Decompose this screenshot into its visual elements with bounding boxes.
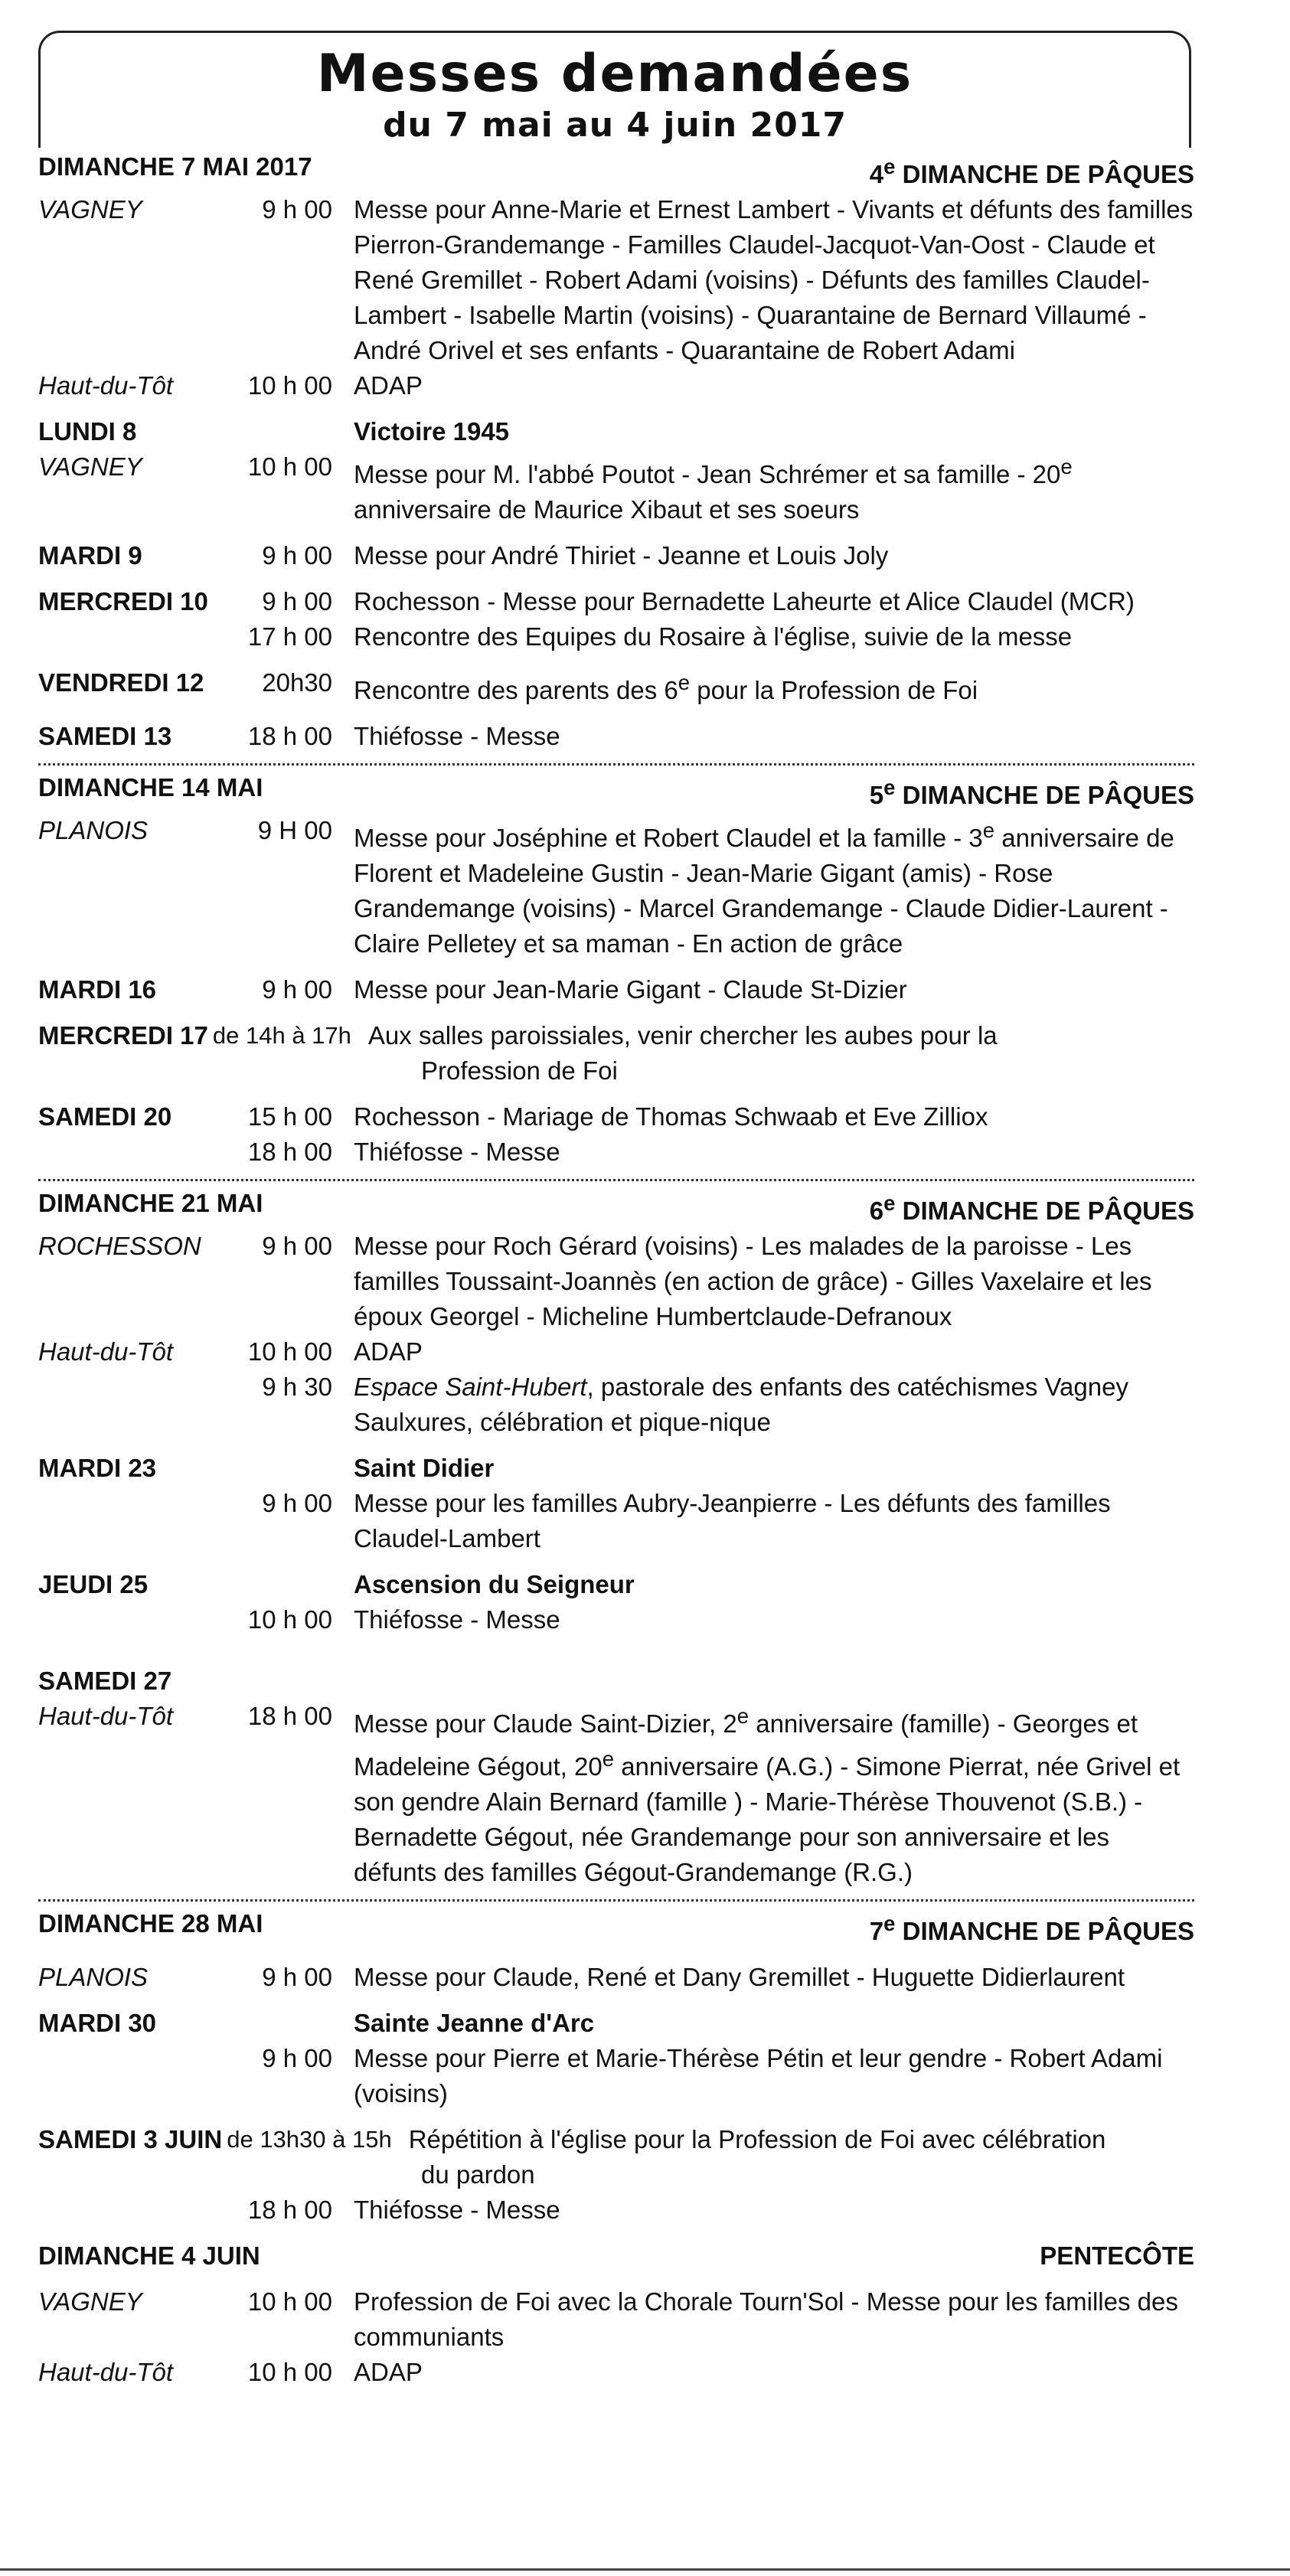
day-label: MERCREDI 17 <box>38 1021 208 1050</box>
day-row-mardi <box>38 1451 1194 1486</box>
place: PLANOIS <box>38 1963 149 1991</box>
day-header <box>38 770 1194 813</box>
day-label: LUNDI 8 <box>38 417 137 446</box>
intentions: Messe pour Joséphine et Robert Claudel et la famille - 3e anniversaire de Florent et Madeleine Gustin - Jean-Marie Gigant (amis) - Rose Grandemange (voisins) - Marcel Grandemange - Claude Didier-Laurent - Claire Pelletey et sa maman - En action de grâce <box>354 818 1174 958</box>
day-label: JEUDI 25 <box>38 1570 149 1598</box>
day-label: VENDREDI 12 <box>38 668 204 697</box>
mass-row <box>38 1229 1194 1334</box>
place: VAGNEY <box>38 452 142 481</box>
intentions: Rencontre des parents des 6e pour la Profession de Foi <box>354 671 978 704</box>
time: 9 h 00 <box>262 195 332 224</box>
day-row-mardi <box>38 538 1194 573</box>
intentions: Messe pour les familles Aubry-Jeanpierre - Les défunts des familles Claudel-Lambert <box>354 1489 1111 1552</box>
time: 18 h 00 <box>247 1138 332 1166</box>
time: 18 h 00 <box>247 2196 332 2224</box>
page-header <box>38 31 1191 148</box>
section-may-28 <box>38 1899 1194 2390</box>
intentions: Messe pour Roch Gérard (voisins) - Les malades de la paroisse - Les familles Toussaint-Joannès (en action de grâce) - Gilles Vaxelaire et les époux Georgel - Micheline Humbertclaude-Defranoux <box>354 1232 1152 1330</box>
page-subtitle: du 7 mai au 4 juin 2017 <box>383 106 847 145</box>
day-label: DIMANCHE 28 MAI <box>38 1909 263 1938</box>
day-label: MERCREDI 10 <box>38 587 208 615</box>
time: 9 H 00 <box>257 816 332 844</box>
mass-row <box>38 2041 1194 2111</box>
intentions: Messe pour Claude, René et Dany Gremillet - Huguette Didierlaurent <box>354 1963 1125 1991</box>
mass-row <box>38 1602 1194 1637</box>
day-row-samedi <box>38 1099 1194 1135</box>
mass-schedule <box>38 149 1194 2390</box>
place: VAGNEY <box>38 195 142 224</box>
mass-row <box>38 1370 1194 1440</box>
intentions-continued: Profession de Foi <box>421 1056 618 1085</box>
day-label: MARDI 30 <box>38 2009 157 2037</box>
place: Haut-du-Tôt <box>38 1337 174 1366</box>
time: 10 h 00 <box>247 2358 332 2386</box>
feast-label: 5e DIMANCHE DE PÂQUES <box>869 775 1194 809</box>
mass-row <box>38 2284 1194 2355</box>
feast-label: PENTECÔTE <box>1040 2241 1194 2270</box>
day-title: Sainte Jeanne d'Arc <box>354 2009 595 2037</box>
mass-row <box>38 1334 1194 1370</box>
time: 9 h 00 <box>262 975 332 1004</box>
mass-row <box>38 368 1194 403</box>
intentions: Thiéfosse - Messe <box>354 2196 560 2224</box>
day-row-lundi <box>38 414 1194 449</box>
mass-row <box>38 192 1194 368</box>
day-label: DIMANCHE 4 JUIN <box>38 2241 260 2270</box>
time: 9 h 00 <box>262 541 332 570</box>
time-range: de 13h30 à 15h <box>227 2126 392 2153</box>
day-header <box>38 1186 1194 1229</box>
mass-row <box>38 449 1194 527</box>
day-header <box>38 2238 1194 2274</box>
day-row-samedi <box>38 1663 1194 1699</box>
intentions: Thiéfosse - Messe <box>354 1138 560 1166</box>
mass-row <box>38 2192 1194 2228</box>
intentions: Espace Saint-Hubert, pastorale des enfants des catéchismes Vagney Saulxures, célébration et pique-nique <box>354 1373 1128 1436</box>
intentions: ADAP <box>354 2358 423 2386</box>
intentions: Aux salles paroissiales, venir chercher les aubes pour la <box>367 1021 998 1050</box>
intentions: ADAP <box>354 1337 423 1366</box>
day-header <box>38 1906 1194 1949</box>
place: Haut-du-Tôt <box>38 2358 174 2386</box>
time: 17 h 00 <box>247 622 332 651</box>
day-row-mercredi <box>38 1018 1194 1053</box>
mass-row <box>38 1486 1194 1556</box>
day-row-mardi <box>38 2006 1194 2041</box>
place: Haut-du-Tôt <box>38 371 174 400</box>
intentions: Rochesson - Messe pour Bernadette Laheurte et Alice Claudel (MCR) <box>354 587 1135 615</box>
time: 10 h 00 <box>247 2287 332 2316</box>
time: 9 h 00 <box>262 1489 332 1517</box>
section-may-7 <box>38 149 1194 754</box>
intentions: Messe pour Anne-Marie et Ernest Lambert - Vivants et défunts des familles Pierron-Grandemange - Familles Claudel-Jacquot-Van-Oost - Claude et René Gremillet - Robert Adami (voisins) - Défunts des familles Claudel-Lambert - Isabelle Martin (voisins) - Quarantaine de Bernard Villaumé - André Orivel et ses enfants - Quarantaine de Robert Adami <box>354 195 1194 364</box>
time: 10 h 00 <box>247 1337 332 1366</box>
intentions: Thiéfosse - Messe <box>354 722 560 750</box>
intentions: Messe pour M. l'abbé Poutot - Jean Schrémer et sa famille - 20e anniversaire de Maurice Xibaut et ses soeurs <box>354 455 1073 524</box>
intentions-continued: du pardon <box>421 2160 535 2189</box>
section-may-21 <box>38 1179 1194 1890</box>
intentions: Répétition à l'église pour la Profession de Foi avec célébration <box>408 2125 1106 2153</box>
time: 9 h 00 <box>262 587 332 615</box>
day-label: MARDI 23 <box>38 1454 157 1482</box>
intentions: Rencontre des Equipes du Rosaire à l'église, suivie de la messe <box>354 622 1073 651</box>
day-row-jeudi <box>38 1567 1194 1602</box>
day-label: DIMANCHE 14 MAI <box>38 773 263 802</box>
day-header <box>38 149 1194 192</box>
day-title: Victoire 1945 <box>354 417 510 446</box>
day-label: DIMANCHE 7 MAI 2017 <box>38 152 312 181</box>
page-title: Messes demandées <box>316 44 913 104</box>
intentions: Messe pour Pierre et Marie-Thérèse Pétin et leur gendre - Robert Adami (voisins) <box>354 2044 1163 2107</box>
mass-row <box>38 813 1194 962</box>
day-row-mercredi <box>38 584 1194 619</box>
day-label: MARDI 16 <box>38 975 157 1004</box>
mass-row <box>38 1960 1194 1995</box>
day-title: Ascension du Seigneur <box>354 1570 635 1598</box>
time: 9 h 30 <box>262 1373 332 1401</box>
time: 10 h 00 <box>247 1605 332 1634</box>
feast-label: 6e DIMANCHE DE PÂQUES <box>869 1191 1194 1225</box>
feast-label: 4e DIMANCHE DE PÂQUES <box>869 155 1194 188</box>
time: 20h30 <box>262 668 332 697</box>
day-label: SAMEDI 20 <box>38 1102 172 1131</box>
intentions: Profession de Foi avec la Chorale Tourn'Sol - Messe pour les familles des communiants <box>354 2287 1178 2351</box>
day-label: SAMEDI 3 JUIN <box>38 2125 223 2153</box>
place: Haut-du-Tôt <box>38 1702 174 1730</box>
intentions: Messe pour Jean-Marie Gigant - Claude St-Dizier <box>354 975 907 1004</box>
day-row-samedi <box>38 2122 1194 2157</box>
mass-row <box>38 2355 1194 2390</box>
intentions: Thiéfosse - Messe <box>354 1605 560 1634</box>
mass-row <box>38 1699 1194 1890</box>
time: 10 h 00 <box>247 371 332 400</box>
bottom-rule <box>0 2568 1290 2571</box>
place: PLANOIS <box>38 816 149 844</box>
mass-row <box>38 1135 1194 1170</box>
time-range: de 14h à 17h <box>212 1022 351 1049</box>
time: 18 h 00 <box>247 722 332 750</box>
time: 15 h 00 <box>247 1102 332 1131</box>
day-title: Saint Didier <box>354 1454 495 1482</box>
intentions: Rochesson - Mariage de Thomas Schwaab et Eve Zilliox <box>354 1102 988 1131</box>
time: 18 h 00 <box>247 1702 332 1730</box>
place: VAGNEY <box>38 2287 142 2316</box>
mass-row <box>38 619 1194 655</box>
intentions: ADAP <box>354 371 423 400</box>
time: 9 h 00 <box>262 1232 332 1260</box>
section-may-14 <box>38 763 1194 1170</box>
day-label: MARDI 9 <box>38 541 142 570</box>
intentions: Messe pour Claude Saint-Dizier, 2e anniversaire (famille) - Georges et Madeleine Gégout, 20e anniversaire (A.G.) - Simone Pierrat, née Grivel et son gendre Alain Bernard (famille ) - Marie-Thérèse Thouvenot (S.B.) - Bernadette Gégout, née Grandemange pour son anniversaire et les défunts des familles Gégout-Grandemange (R.G.) <box>354 1704 1181 1886</box>
time: 9 h 00 <box>262 2044 332 2072</box>
time: 10 h 00 <box>247 452 332 481</box>
time: 9 h 00 <box>262 1963 332 1991</box>
day-row-vendredi <box>38 665 1194 708</box>
feast-label: 7e DIMANCHE DE PÂQUES <box>869 1912 1194 1945</box>
intentions: Messe pour André Thiriet - Jeanne et Louis Joly <box>354 541 889 570</box>
day-row-samedi <box>38 719 1194 754</box>
place: ROCHESSON <box>38 1232 201 1260</box>
day-label: SAMEDI 27 <box>38 1667 172 1695</box>
day-label: DIMANCHE 21 MAI <box>38 1189 263 1217</box>
day-row-mardi <box>38 972 1194 1007</box>
day-label: SAMEDI 13 <box>38 722 172 750</box>
